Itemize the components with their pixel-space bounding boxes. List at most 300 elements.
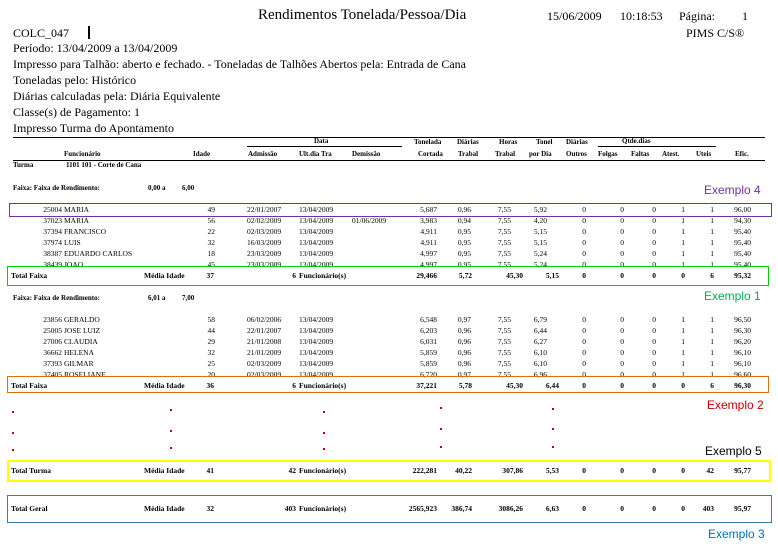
ton-per-day: 6,10	[533, 359, 547, 368]
hours-worked: 7,55	[497, 260, 511, 269]
admission-date: 16/03/2009	[247, 238, 282, 247]
media-label: Média Idade	[144, 504, 185, 513]
last-work-day: 13/04/2009	[299, 260, 334, 269]
employee-name: MARIA	[64, 205, 90, 214]
employee-id: 27006	[43, 337, 62, 346]
col-data-group: Data	[314, 137, 329, 145]
hours-worked: 7,55	[497, 348, 511, 357]
last-work-day: 13/04/2009	[299, 216, 334, 225]
employee-age: 32	[207, 348, 215, 357]
outros: 0	[582, 216, 586, 225]
admission-date: 23/03/2009	[247, 249, 282, 258]
admission-date: 22/01/2007	[247, 326, 282, 335]
turma-label: Turma	[13, 161, 34, 169]
dot	[12, 411, 14, 413]
employee-id: 37974	[43, 238, 62, 247]
employee-age: 49	[207, 205, 215, 214]
tonnage: 4,911	[420, 227, 437, 236]
hours-worked: 7,55	[497, 249, 511, 258]
daily-rate: 0,96	[457, 348, 471, 357]
outros: 0	[582, 249, 586, 258]
col-atest: Atest.	[662, 150, 680, 158]
total-folgas: 0	[620, 381, 624, 390]
total-ton-per-day: 6,44	[545, 381, 559, 390]
col-horas-trabal: Trabal	[495, 150, 516, 158]
folgas: 0	[620, 260, 624, 269]
exemplo-5-label: Exemplo 5	[705, 444, 762, 458]
media-idade: 41	[206, 466, 214, 475]
employee-age: 56	[207, 216, 215, 225]
report-code: COLC_047	[13, 26, 70, 40]
report-date: 15/06/2009	[547, 9, 602, 23]
media-idade: 37	[206, 271, 214, 280]
total-daily: 40,22	[455, 466, 472, 475]
func-label: Funcionário(s)	[299, 271, 347, 280]
col-faltas: Faltas	[631, 150, 650, 158]
total-faltas: 0	[652, 271, 656, 280]
total-outros: 0	[582, 504, 586, 513]
col-admissao: Admissão	[248, 150, 278, 158]
media-label: Média Idade	[144, 381, 185, 390]
tonnage: 4,997	[420, 260, 437, 269]
efficiency: 95,40	[734, 260, 751, 269]
ton-per-day: 5,15	[533, 238, 547, 247]
total-outros: 0	[582, 466, 586, 475]
daily-rate: 0,95	[457, 238, 471, 247]
outros: 0	[582, 359, 586, 368]
folgas: 0	[620, 238, 624, 247]
faixa-1-to: 6,00	[182, 184, 195, 192]
total-faltas: 0	[652, 504, 656, 513]
daily-rate: 0,96	[457, 337, 471, 346]
tonnage: 6,203	[420, 326, 437, 335]
faltas: 0	[652, 227, 656, 236]
total-label: Total Turma	[11, 466, 51, 475]
total-efficiency: 95,77	[734, 466, 751, 475]
page-label: Página:	[679, 9, 715, 23]
faltas: 0	[652, 337, 656, 346]
total-hours: 45,30	[506, 381, 523, 390]
atest: 1	[681, 370, 685, 379]
atest: 1	[681, 249, 685, 258]
employee-id: 37405	[43, 370, 62, 379]
employee-count: 42	[288, 466, 296, 475]
col-uteis: Uteis	[696, 150, 712, 158]
exemplo-4-box	[9, 203, 772, 217]
hours-worked: 7,55	[497, 205, 511, 214]
ton-per-day: 5,92	[533, 205, 547, 214]
employee-name: JOAO	[64, 260, 84, 269]
data-group-rule	[247, 146, 402, 147]
col-funcionario: Funcionário	[64, 150, 101, 158]
employee-age: 44	[207, 326, 215, 335]
employee-id: 37023	[43, 216, 62, 225]
last-work-day: 13/04/2009	[299, 326, 334, 335]
total-uteis: 6	[710, 381, 714, 390]
folgas: 0	[620, 205, 624, 214]
exemplo-1-box	[7, 266, 769, 286]
atest: 1	[681, 238, 685, 247]
efficiency: 95,40	[734, 227, 751, 236]
tonnage: 6,031	[420, 337, 437, 346]
uteis: 1	[710, 326, 714, 335]
total-uteis: 42	[706, 466, 714, 475]
employee-name: FRANCISCO	[64, 227, 107, 236]
tonnage: 5,859	[420, 359, 437, 368]
uteis: 1	[710, 238, 714, 247]
dot	[12, 432, 14, 434]
media-label: Média Idade	[144, 271, 185, 280]
folgas: 0	[620, 359, 624, 368]
atest: 1	[681, 260, 685, 269]
efficiency: 96,30	[734, 326, 751, 335]
employee-id: 37393	[43, 359, 62, 368]
faltas: 0	[652, 205, 656, 214]
report-talhao: Impresso para Talhão: aberto e fechado. - Toneladas de Talhões Abertos pela: Entrada de Cana	[13, 57, 466, 71]
atest: 1	[681, 227, 685, 236]
hours-worked: 7,55	[497, 216, 511, 225]
daily-rate: 0,95	[457, 249, 471, 258]
employee-id: 25005	[43, 326, 62, 335]
admission-date: 21/01/2008	[247, 337, 282, 346]
report-diarias: Diárias calculadas pela: Diária Equivalente	[13, 89, 221, 103]
employee-name: JOSE LUIZ	[64, 326, 101, 335]
ton-per-day: 5,24	[533, 249, 547, 258]
admission-date: 06/02/2006	[247, 315, 282, 324]
ton-per-day: 6,10	[533, 348, 547, 357]
report-title: Rendimentos Tonelada/Pessoa/Dia	[258, 7, 467, 23]
dot	[440, 407, 442, 409]
admission-date: 02/03/2009	[247, 227, 282, 236]
func-label: Funcionário(s)	[299, 504, 347, 513]
employee-age: 25	[207, 359, 215, 368]
last-work-day: 13/04/2009	[299, 238, 334, 247]
efficiency: 96,10	[734, 359, 751, 368]
tonnage: 6,720	[420, 370, 437, 379]
total-faltas: 0	[652, 381, 656, 390]
hours-worked: 7,55	[497, 227, 511, 236]
exemplo-4-label: Exemplo 4	[704, 183, 761, 197]
total-daily: 5,72	[458, 271, 472, 280]
total-outros: 0	[582, 381, 586, 390]
faltas: 0	[652, 315, 656, 324]
folgas: 0	[620, 227, 624, 236]
col-horas: Horas	[499, 138, 518, 146]
uteis: 1	[710, 216, 714, 225]
total-atest: 0	[681, 271, 685, 280]
col-folgas: Folgas	[598, 150, 618, 158]
daily-rate: 0,97	[457, 315, 471, 324]
last-work-day: 13/04/2009	[299, 227, 334, 236]
header-top-rule	[13, 137, 765, 138]
col-idade: Idade	[193, 150, 211, 158]
ton-per-day: 6,27	[533, 337, 547, 346]
efficiency: 96,10	[734, 348, 751, 357]
efficiency: 96,50	[734, 315, 751, 324]
media-label: Média Idade	[144, 466, 185, 475]
ton-per-day: 5,15	[533, 227, 547, 236]
dot	[170, 447, 172, 449]
outros: 0	[582, 337, 586, 346]
dot	[440, 428, 442, 430]
atest: 1	[681, 337, 685, 346]
col-outros: Outros	[566, 150, 587, 158]
employee-name: GERALDO	[64, 315, 100, 324]
atest: 1	[681, 326, 685, 335]
exemplo-1-label: Exemplo 1	[704, 289, 761, 303]
turma-value: 1101 101 - Corte de Cana	[66, 161, 142, 169]
total-efficiency: 95,32	[734, 271, 751, 280]
last-work-day: 13/04/2009	[299, 205, 334, 214]
uteis: 1	[710, 359, 714, 368]
employee-age: 22	[207, 227, 215, 236]
dot	[552, 428, 554, 430]
total-uteis: 403	[702, 504, 714, 513]
admission-date: 21/01/2009	[247, 348, 282, 357]
daily-rate: 0,95	[457, 260, 471, 269]
faltas: 0	[652, 260, 656, 269]
atest: 1	[681, 315, 685, 324]
daily-rate: 0,97	[457, 370, 471, 379]
daily-rate: 0,96	[457, 359, 471, 368]
dot	[552, 408, 554, 410]
dot	[170, 430, 172, 432]
employee-name: EDUARDO CARLOS	[64, 249, 133, 258]
tonnage: 4,997	[420, 249, 437, 258]
total-tonnage: 222,281	[412, 466, 437, 475]
employee-age: 45	[207, 260, 215, 269]
dot	[323, 432, 325, 434]
employee-count: 6	[292, 381, 296, 390]
dot	[552, 446, 554, 448]
folgas: 0	[620, 370, 624, 379]
folgas: 0	[620, 249, 624, 258]
folgas: 0	[620, 348, 624, 357]
outros: 0	[582, 238, 586, 247]
total-efficiency: 95,97	[734, 504, 751, 513]
faixa-2-label: Faixa: Faixa de Rendimento:	[13, 294, 100, 302]
report-turma-apont: Impresso Turma do Apontamento	[13, 121, 174, 135]
last-work-day: 13/04/2009	[299, 337, 334, 346]
col-qtde-group: Qtde.dias	[622, 137, 651, 145]
employee-name: HELENA	[64, 348, 94, 357]
faixa-2-to: 7,00	[182, 294, 195, 302]
dot	[323, 448, 325, 450]
total-folgas: 0	[620, 271, 624, 280]
last-work-day: 13/04/2009	[299, 359, 334, 368]
efficiency: 94,30	[734, 216, 751, 225]
total-label: Total Faixa	[11, 381, 48, 390]
uteis: 1	[710, 370, 714, 379]
media-idade: 32	[206, 504, 214, 513]
faltas: 0	[652, 326, 656, 335]
total-label: Total Geral	[11, 504, 48, 513]
col-tonelada: Tonelada	[414, 138, 442, 146]
employee-id: 23856	[43, 315, 62, 324]
dot	[170, 409, 172, 411]
atest: 1	[681, 205, 685, 214]
admission-date: 22/01/2007	[247, 205, 282, 214]
employee-id: 38439	[43, 260, 62, 269]
admission-date: 02/03/2009	[247, 370, 282, 379]
dot	[440, 446, 442, 448]
hours-worked: 7,55	[497, 337, 511, 346]
col-cortada: Cortada	[418, 150, 443, 158]
admission-date: 02/03/2009	[247, 359, 282, 368]
faltas: 0	[652, 216, 656, 225]
ton-per-day: 6,96	[533, 370, 547, 379]
col-por-dia: por Dia	[529, 150, 552, 158]
employee-name: LUIS	[64, 238, 81, 247]
total-efficiency: 96,30	[734, 381, 751, 390]
daily-rate: 0,96	[457, 326, 471, 335]
employee-id: 25004	[43, 205, 62, 214]
ton-per-day: 4,20	[533, 216, 547, 225]
outros: 0	[582, 205, 586, 214]
outros: 0	[582, 326, 586, 335]
uteis: 1	[710, 337, 714, 346]
func-label: Funcionário(s)	[299, 466, 347, 475]
total-label: Total Faixa	[11, 271, 48, 280]
col-ult-dia: Ult.dia Tra	[299, 150, 332, 158]
total-uteis: 6	[710, 271, 714, 280]
employee-age: 20	[207, 370, 215, 379]
report-period: Período: 13/04/2009 a 13/04/2009	[13, 41, 178, 55]
report-toneladas: Toneladas pelo: Histórico	[13, 73, 137, 87]
employee-count: 6	[292, 271, 296, 280]
dot	[12, 449, 14, 451]
dot	[323, 411, 325, 413]
faltas: 0	[652, 370, 656, 379]
faltas: 0	[652, 359, 656, 368]
total-folgas: 0	[620, 466, 624, 475]
hours-worked: 7,55	[497, 326, 511, 335]
tonnage: 5,687	[420, 205, 437, 214]
qtde-group-rule	[598, 146, 716, 147]
employee-name: MARIA	[64, 216, 90, 225]
efficiency: 96,20	[734, 337, 751, 346]
efficiency: 95,40	[734, 249, 751, 258]
col-diarias-2: Diárias	[566, 138, 588, 146]
employee-name: GILMAR	[64, 359, 94, 368]
employee-age: 18	[207, 249, 215, 258]
total-folgas: 0	[620, 504, 624, 513]
efficiency: 96,00	[734, 205, 751, 214]
admission-date: 23/03/2009	[247, 260, 282, 269]
total-ton-per-day: 5,15	[545, 271, 559, 280]
employee-age: 32	[207, 238, 215, 247]
hours-worked: 7,55	[497, 315, 511, 324]
total-hours: 3086,26	[498, 504, 523, 513]
outros: 0	[582, 260, 586, 269]
tonnage: 4,911	[420, 238, 437, 247]
total-outros: 0	[582, 271, 586, 280]
outros: 0	[582, 227, 586, 236]
dismissal-date: 01/06/2009	[352, 216, 387, 225]
total-atest: 0	[681, 466, 685, 475]
last-work-day: 13/04/2009	[299, 315, 334, 324]
efficiency: 95,40	[734, 238, 751, 247]
total-tonnage: 29,466	[416, 271, 437, 280]
employee-name: CLAUDIA	[64, 337, 98, 346]
uteis: 1	[710, 205, 714, 214]
total-hours: 45,30	[506, 271, 523, 280]
total-faltas: 0	[652, 466, 656, 475]
faltas: 0	[652, 348, 656, 357]
faixa-1-from: 0,00 a	[148, 184, 166, 192]
folgas: 0	[620, 315, 624, 324]
efficiency: 96,60	[734, 370, 751, 379]
col-tonel: Tonel	[536, 138, 553, 146]
exemplo-2-box	[7, 376, 769, 393]
page-number: 1	[742, 9, 748, 23]
hours-worked: 7,55	[497, 370, 511, 379]
faltas: 0	[652, 249, 656, 258]
col-efic: Efic.	[735, 150, 749, 158]
uteis: 1	[710, 227, 714, 236]
admission-date: 02/02/2009	[247, 216, 282, 225]
report-classe: Classe(s) de Pagamento: 1	[13, 105, 140, 119]
daily-rate: 0,96	[457, 205, 471, 214]
uteis: 1	[710, 260, 714, 269]
col-diarias: Diárias	[457, 138, 479, 146]
folgas: 0	[620, 337, 624, 346]
col-trabal: Trabal	[458, 150, 479, 158]
employee-age: 29	[207, 337, 215, 346]
outros: 0	[582, 370, 586, 379]
employee-id: 37394	[43, 227, 62, 236]
daily-rate: 0,95	[457, 227, 471, 236]
employee-id: 36662	[43, 348, 62, 357]
total-daily: 5,78	[458, 381, 472, 390]
exemplo-5-box	[7, 460, 771, 482]
employee-age: 58	[207, 315, 215, 324]
last-work-day: 13/04/2009	[299, 348, 334, 357]
total-atest: 0	[681, 504, 685, 513]
folgas: 0	[620, 216, 624, 225]
total-daily: 386,74	[451, 504, 472, 513]
report-time: 10:18:53	[620, 9, 663, 23]
last-work-day: 13/04/2009	[299, 249, 334, 258]
ton-per-day: 6,79	[533, 315, 547, 324]
faltas: 0	[652, 238, 656, 247]
atest: 1	[681, 348, 685, 357]
last-work-day: 13/04/2009	[299, 370, 334, 379]
total-tonnage: 37,221	[416, 381, 437, 390]
tonnage: 3,983	[420, 216, 437, 225]
outros: 0	[582, 348, 586, 357]
media-idade: 36	[206, 381, 214, 390]
atest: 1	[681, 359, 685, 368]
total-tonnage: 2565,923	[408, 504, 437, 513]
uteis: 1	[710, 348, 714, 357]
faixa-1-label: Faixa: Faixa de Rendimento:	[13, 184, 100, 192]
func-label: Funcionário(s)	[299, 381, 347, 390]
total-ton-per-day: 6,63	[545, 504, 559, 513]
tonnage: 6,548	[420, 315, 437, 324]
total-hours: 307,86	[502, 466, 523, 475]
uteis: 1	[710, 315, 714, 324]
system-name: PIMS C/S®	[686, 26, 745, 40]
exemplo-3-label: Exemplo 3	[708, 527, 765, 541]
hours-worked: 7,55	[497, 359, 511, 368]
atest: 1	[681, 216, 685, 225]
total-ton-per-day: 5,53	[545, 466, 559, 475]
employee-count: 403	[284, 504, 296, 513]
faixa-2-from: 6,01 a	[148, 294, 166, 302]
folgas: 0	[620, 326, 624, 335]
exemplo-3-box	[7, 495, 772, 523]
